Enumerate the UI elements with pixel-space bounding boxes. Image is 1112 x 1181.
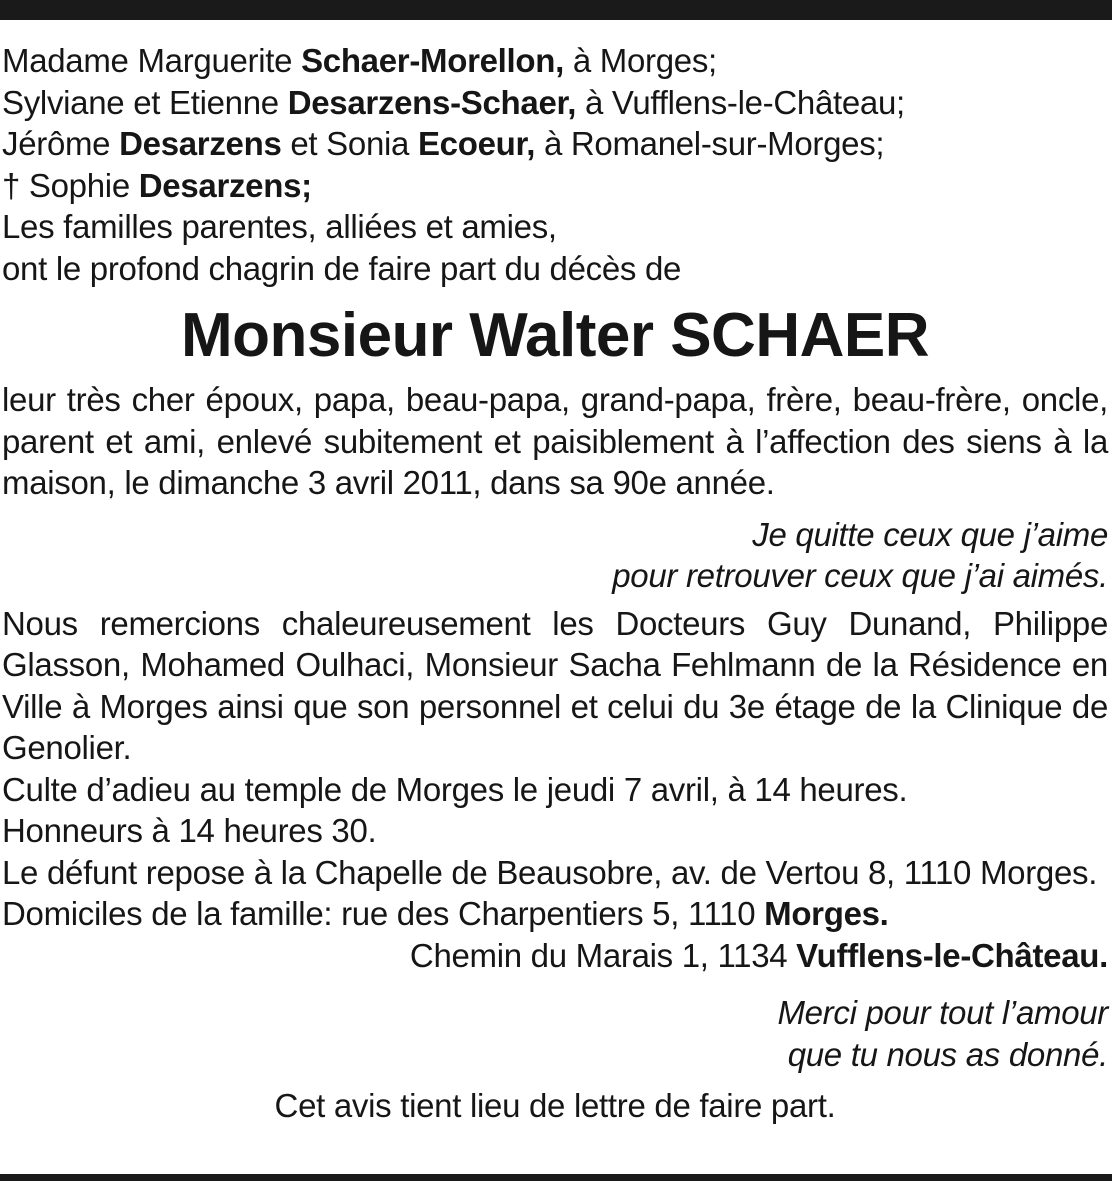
domicile-city: Morges. [764,895,889,932]
domicile-city: Vufflens-le-Château. [796,936,1108,974]
quote-line: Merci pour tout l’amour [777,994,1108,1031]
family-name: Desarzens [119,125,282,162]
quote-line: Je quitte ceux que j’aime [752,515,1108,553]
family-text: Sylviane et Etienne [2,83,288,121]
honours-line: Honneurs à 14 heures 30. [2,812,377,849]
bottom-rule [0,1174,1112,1181]
farewell-quote [2,514,1108,597]
family-location: à Romanel-sur-Morges; [535,125,885,162]
repose-line: Le défunt repose à la Chapelle de Beausobre, av. de Vertou 8, 1110 Morges. [2,853,1098,891]
domicile-line-2 [2,935,1108,977]
families-line: Les familles parentes, alliées et amies, [2,208,557,245]
announce-line: ont le profond chagrin de faire part du décès de [2,249,682,287]
family-text: Madame Marguerite [2,42,302,79]
description-paragraph: leur très cher époux, papa, beau-papa, grand-papa, frère, beau-frère, oncle, parent et ami, enlevé subitement et paisiblement à l’affection des siens à la maison, le dimanche 3 avril 2011, dans sa 90e année. [2,381,1108,501]
family-text: et Sonia [281,125,418,162]
closing-line: Cet avis tient lieu de lettre de faire part. [274,1087,836,1124]
family-location: à Vufflens-le-Château; [576,83,905,121]
family-name: Ecoeur, [417,125,536,162]
family-line-2 [2,82,1108,124]
quote-line: pour retrouver ceux que j’ai aimés. [612,557,1108,594]
family-line-4 [2,165,1108,207]
domicile-address: Chemin du Marais 1, 1134 [409,936,797,974]
family-name: Desarzens-Schaer, [287,83,577,121]
service-line: Culte d’adieu au temple de Morges le jeudi 7 avril, à 14 heures. [2,770,908,808]
thanks-paragraph: Nous remercions chaleureusement les Docteurs Guy Dunand, Philippe Glasson, Mohamed Oulhaci, Monsieur Sacha Fehlmann de la Résidence en Ville à Morges ainsi que son personnel et celui du 3e étage de la Clinique de Genolier. [2,604,1108,766]
family-text: Jérôme [2,125,120,162]
domicile-line [2,893,1108,935]
quote-line: que tu nous as donné. [787,1035,1108,1073]
obituary-notice [2,40,1108,1127]
family-line-3 [2,123,1108,165]
family-text: † Sophie [2,166,139,204]
closing-quote [2,992,1108,1075]
family-name: Schaer-Morellon, [301,42,564,79]
family-name: Desarzens; [138,166,312,204]
family-line-1 [2,40,1108,82]
top-rule [0,0,1112,20]
deceased-name: Monsieur Walter SCHAER [180,301,929,370]
domicile-label: Domiciles de la famille: rue des Charpentiers 5, 1110 [2,895,765,932]
family-location: à Morges; [564,42,717,79]
